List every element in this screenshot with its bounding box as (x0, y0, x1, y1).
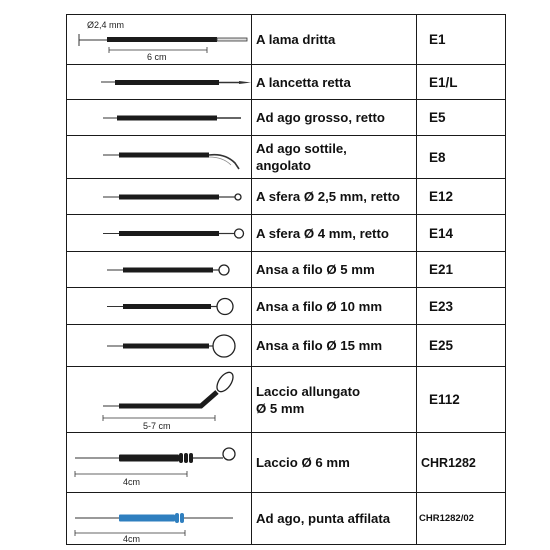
table-row (67, 215, 506, 252)
electrode-name: Ad ago, punta affilata (252, 493, 417, 545)
electrode-illustration-cell (67, 493, 252, 545)
table-row (67, 493, 506, 545)
name-line-1: Laccio allungato (256, 383, 361, 399)
table-row (67, 15, 506, 65)
name-line-2: angolato (256, 158, 311, 173)
electrode-name: A sfera Ø 2,5 mm, retto (252, 179, 417, 215)
electrode-code: E14 (417, 215, 506, 252)
electrode-name: Ansa a filo Ø 5 mm (252, 252, 417, 288)
electrode-loop-6mm-image (67, 434, 251, 492)
electrode-illustration-cell (67, 367, 252, 433)
length-label: 4cm (123, 476, 141, 487)
electrode-code: E21 (417, 252, 506, 288)
electrode-name: Ansa a filo Ø 15 mm (252, 325, 417, 367)
electrode-code: CHR1282 (417, 433, 506, 493)
electrode-name: Ad ago grosso, retto (252, 100, 417, 136)
electrode-illustration-cell (67, 288, 252, 325)
electrode-elongated-loop-image (67, 368, 251, 432)
electrode-wire-loop-10mm-image (67, 289, 251, 324)
electrode-illustration-cell (67, 325, 252, 367)
table-row (67, 367, 506, 433)
table-row (67, 65, 506, 100)
electrode-ball-4mm-image (67, 216, 251, 251)
table-row (67, 325, 506, 367)
diameter-label: Ø2,4 mm (87, 19, 125, 30)
electrode-code: E5 (417, 100, 506, 136)
length-label: 5-7 cm (143, 420, 171, 431)
electrode-illustration-cell (67, 215, 252, 252)
electrode-code: E8 (417, 136, 506, 179)
electrode-illustration-cell (67, 252, 252, 288)
electrode-code: E112 (417, 367, 506, 433)
electrode-code: E23 (417, 288, 506, 325)
table-row (67, 136, 506, 179)
electrode-illustration-cell (67, 65, 252, 100)
electrode-table (66, 14, 506, 545)
electrode-illustration-cell (67, 136, 252, 179)
electrode-blade-straight-image (67, 16, 251, 64)
electrode-code: E25 (417, 325, 506, 367)
table-row (67, 100, 506, 136)
table-row (67, 288, 506, 325)
electrode-illustration-cell (67, 15, 252, 65)
electrode-code: E1/L (417, 65, 506, 100)
electrode-code: E12 (417, 179, 506, 215)
electrode-name: A lancetta retta (252, 65, 417, 100)
electrode-thick-needle-image (67, 101, 251, 135)
name-line-2: Ø 5 mm (256, 400, 305, 416)
electrode-name: A lama dritta (252, 15, 417, 65)
electrode-illustration-cell (67, 100, 252, 136)
length-label: 4cm (123, 533, 141, 544)
table-row (67, 252, 506, 288)
electrode-angled-needle-image (67, 137, 251, 178)
electrode-name: A sfera Ø 4 mm, retto (252, 215, 417, 252)
table-row (67, 433, 506, 493)
electrode-name (252, 367, 417, 433)
electrode-code: E1 (417, 15, 506, 65)
table-row (67, 179, 506, 215)
electrode-illustration-cell (67, 179, 252, 215)
name-line-1: Ad ago sottile, (256, 141, 347, 156)
electrode-name: Ansa a filo Ø 10 mm (252, 288, 417, 325)
length-label: 6 cm (147, 51, 167, 62)
electrode-lancet-image (67, 66, 251, 99)
electrode-illustration-cell (67, 433, 252, 493)
electrode-wire-loop-5mm-image (67, 253, 251, 287)
electrode-ball-2-5mm-image (67, 180, 251, 214)
electrode-wire-loop-15mm-image (67, 326, 251, 366)
electrode-name (252, 136, 417, 179)
electrode-name: Laccio Ø 6 mm (252, 433, 417, 493)
electrode-code: CHR1282/02 (417, 493, 506, 545)
electrode-sharp-needle-image (67, 494, 251, 544)
